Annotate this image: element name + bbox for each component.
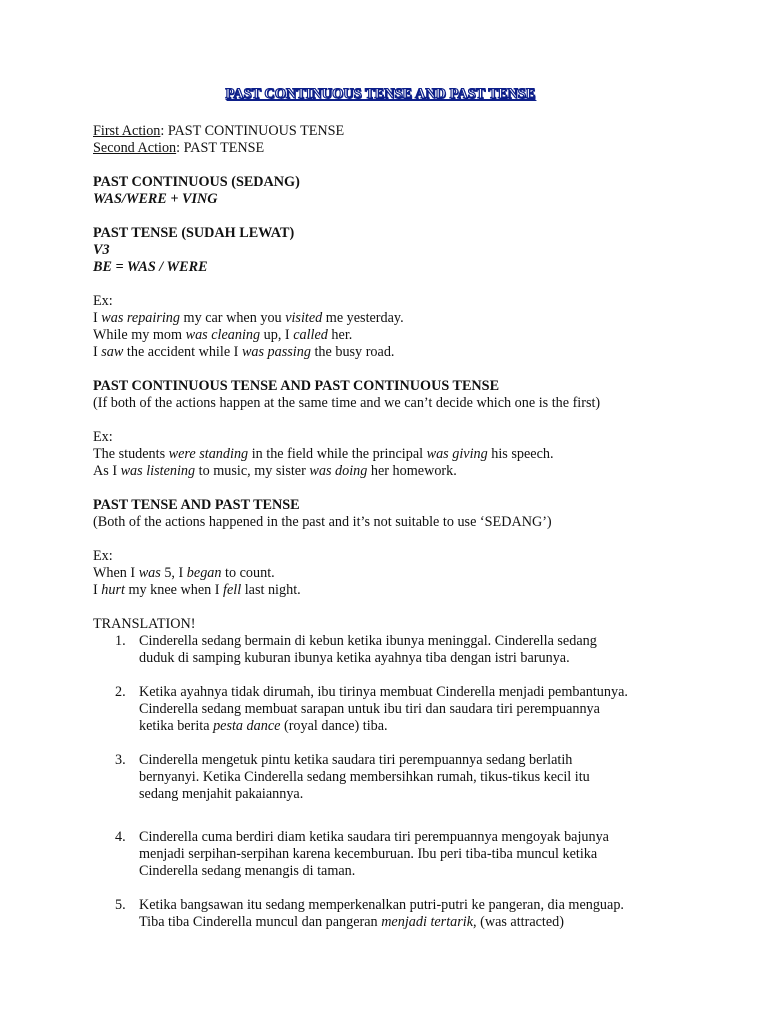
list-item: 3. Cinderella mengetuk pintu ketika saudara tiri perempuannya sedang berlatih bernyanyi. Ketika Cinderella sedang membersihkan rumah, tikus-tikus kecil itu sedang menjahit pakaiannya. bbox=[115, 752, 590, 802]
list-item: 5. Ketika bangsawan itu sedang memperkenalkan putri-putri ke pangeran, dia menguap. Tiba tiba Cinderella muncul dan pangeran menjadi tertarik, (was attracted) bbox=[115, 897, 624, 930]
example-sentence: While my mom was cleaning up, I called her. bbox=[93, 327, 353, 343]
section-heading: PAST TENSE AND PAST TENSE bbox=[93, 497, 300, 513]
past-continuous-heading: PAST CONTINUOUS (SEDANG) bbox=[93, 174, 300, 190]
title-block bbox=[78, 86, 683, 103]
example-sentence: The students were standing in the field while the principal was giving his speech. bbox=[93, 446, 554, 462]
second-action-value: : PAST TENSE bbox=[176, 140, 265, 156]
section-note: (If both of the actions happen at the same time and we can’t decide which one is the first) bbox=[93, 395, 601, 411]
past-tense-formula-v3: V3 bbox=[93, 242, 110, 258]
example-sentence: I was repairing my car when you visited me yesterday. bbox=[93, 310, 404, 326]
first-action-line bbox=[93, 123, 683, 140]
document-content bbox=[93, 86, 683, 931]
second-action-label: Second Action bbox=[93, 140, 177, 156]
list-item: 2. Ketika ayahnya tidak dirumah, ibu tirinya membuat Cinderella menjadi pembantunya. Cinderella sedang membuat sarapan untuk ibu tiri dan saudara tiri perempuannya ketika berita pesta dance (royal dance) tiba. bbox=[115, 684, 628, 734]
section-note: (Both of the actions happened in the past and it’s not suitable to use ‘SEDANG’) bbox=[93, 514, 552, 530]
translation-list bbox=[93, 633, 683, 931]
ex-label: Ex: bbox=[93, 429, 113, 445]
ex-label: Ex: bbox=[93, 293, 113, 309]
past-tense-formula-be: BE = WAS / WERE bbox=[93, 259, 208, 275]
first-action-value: : PAST CONTINUOUS TENSE bbox=[160, 123, 345, 139]
example-sentence: I saw the accident while I was passing the busy road. bbox=[93, 344, 395, 360]
section-heading: PAST CONTINUOUS TENSE AND PAST CONTINUOUS TENSE bbox=[93, 378, 500, 394]
list-item: 1. Cinderella sedang bermain di kebun ketika ibunya meninggal. Cinderella sedang duduk di samping kuburan ibunya ketika ayahnya tiba dengan istri barunya. bbox=[115, 633, 597, 666]
list-item: 4. Cinderella cuma berdiri diam ketika saudara tiri perempuannya mengoyak bajunya menjadi serpihan-serpihan karena kecemburuan. Ibu peri tiba-tiba muncul ketika Cinderella sedang menangis di taman. bbox=[115, 829, 609, 879]
document-title: PAST CONTINUOUS TENSE AND PAST TENSE bbox=[225, 86, 536, 102]
translation-heading: TRANSLATION! bbox=[93, 616, 196, 632]
ex-label: Ex: bbox=[93, 548, 113, 564]
example-sentence: I hurt my knee when I fell last night. bbox=[93, 582, 301, 598]
past-tense-heading: PAST TENSE (SUDAH LEWAT) bbox=[93, 225, 295, 241]
example-sentence: As I was listening to music, my sister was doing her homework. bbox=[93, 463, 457, 479]
first-action-label: First Action bbox=[93, 123, 161, 139]
example-sentence: When I was 5, I began to count. bbox=[93, 565, 275, 581]
past-continuous-formula: WAS/WERE + VING bbox=[93, 191, 218, 207]
second-action-line bbox=[93, 140, 683, 157]
